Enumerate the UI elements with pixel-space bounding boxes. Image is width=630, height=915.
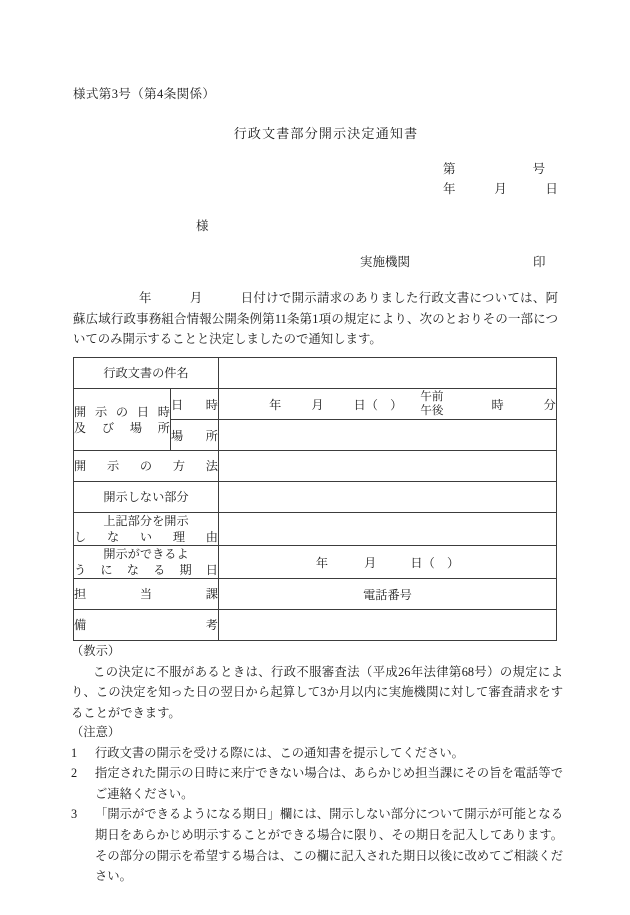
document-date-line: 年 月 日 xyxy=(443,182,559,196)
available-date-day-label: 日（ ） xyxy=(410,555,460,570)
datetime-day-label: 日（ ） xyxy=(353,397,403,412)
notice-item-text: 行政文書の開示を受ける際には、この通知書を提示してください。 xyxy=(95,745,464,760)
addressee-suffix: 様 xyxy=(196,219,209,233)
datetime-fields xyxy=(219,390,556,419)
row-value-subject[interactable] xyxy=(219,358,557,389)
row-value-withheld[interactable] xyxy=(219,482,557,513)
document-number-line: 第 号 xyxy=(443,162,546,176)
row-value-available-date[interactable] xyxy=(219,546,557,579)
row-value-method[interactable] xyxy=(219,451,557,482)
row-label-remarks: 備考 xyxy=(74,610,219,641)
datetime-minute-label: 分 xyxy=(543,397,556,412)
body-paragraph: 年 月 日付けで開示請求のありました行政文書については、阿蘇広域行政事務組合情報公開条例第11条第1項の規定により、次のとおりその一部についてのみ開示することと決定しましたので通知します。 xyxy=(73,291,558,346)
sub-label-place: 場所 xyxy=(171,420,219,451)
notice-item-number: 2 xyxy=(71,766,78,781)
instruction-text: この決定に不服があるときは、行政不服審査法（平成26年法律第68号）の規定により、この決定を知った日の翌日から起算して3か月以内に実施機関に対して審査請求をすることができます。 xyxy=(71,664,563,720)
available-date-year-label: 年 xyxy=(315,555,329,570)
row-label-reason xyxy=(74,513,219,546)
instruction-heading: （教示） xyxy=(71,644,121,658)
notice-section xyxy=(71,722,563,887)
row-label-subject: 行政文書の件名 xyxy=(74,358,219,389)
table-row-remarks xyxy=(74,610,557,641)
form-number: 様式第3号（第4条関係） xyxy=(73,87,216,101)
table-row-method xyxy=(74,451,557,482)
notice-item-number: 3 xyxy=(71,807,78,822)
notice-heading: （注意） xyxy=(71,725,121,739)
document-title: 行政文書部分開示決定通知書 xyxy=(233,126,419,141)
datetime-year-label: 年 xyxy=(269,397,282,412)
row-label-withheld: 開示しない部分 xyxy=(74,482,219,513)
notice-item xyxy=(71,743,563,764)
row-label-section: 担当課 xyxy=(74,579,219,610)
row-value-remarks[interactable] xyxy=(219,610,557,641)
table-row-section xyxy=(74,579,557,610)
table-row-reason xyxy=(74,513,557,546)
row-value-reason[interactable] xyxy=(219,513,557,546)
notice-item-text: 指定された開示の日時に来庁できない場合は、あらかじめ担当課にその旨を電話等でご連絡ください。 xyxy=(95,766,563,801)
row-label-method: 開示の方法 xyxy=(74,451,219,482)
notice-item xyxy=(71,763,563,804)
datetime-pm-label: 午後 xyxy=(420,404,444,417)
table-row-subject xyxy=(74,358,557,389)
table-row-datetime xyxy=(74,389,557,420)
table-row-available-date xyxy=(74,546,557,579)
datetime-month-label: 月 xyxy=(311,397,324,412)
notice-item-number: 1 xyxy=(71,745,78,760)
notice-item xyxy=(71,804,563,886)
row-label-datetime-place-line2: 及び場所 xyxy=(74,420,170,435)
disclosure-form-table xyxy=(73,357,557,641)
row-label-available-date-line2: うになる期日 xyxy=(74,563,218,577)
row-value-phone[interactable]: 電話番号 xyxy=(219,579,557,610)
notice-item-text: 「開示ができるようになる期日」欄には、開示しない部分について開示が可能となる期日をあらかじめ明示することができる場合に限り、その期日を記入してあります。その部分の開示を希望する場合は、この欄に記入された期日以後に改めてご相談ください。 xyxy=(95,807,563,884)
instruction-section xyxy=(71,641,563,723)
datetime-ampm-selector[interactable] xyxy=(420,390,443,419)
row-label-datetime-place-line1: 開示の日時 xyxy=(74,404,170,419)
row-label-available-date xyxy=(74,546,219,579)
row-label-datetime-place xyxy=(74,389,171,451)
table-row-withheld xyxy=(74,482,557,513)
row-label-reason-line1: 上記部分を開示 xyxy=(103,514,189,528)
datetime-hour-label: 時 xyxy=(491,397,504,412)
row-value-datetime[interactable] xyxy=(219,389,557,420)
available-date-month-label: 月 xyxy=(364,555,377,570)
datetime-am-label: 午前 xyxy=(420,389,444,403)
issuer-label: 実施機関 xyxy=(360,255,411,269)
row-value-place[interactable] xyxy=(219,420,557,451)
row-label-reason-line2: しない理由 xyxy=(74,530,218,544)
row-label-available-date-line1: 開示ができるよ xyxy=(103,547,189,561)
seal-icon: 印 xyxy=(533,255,546,269)
sub-label-datetime: 日時 xyxy=(171,389,219,420)
